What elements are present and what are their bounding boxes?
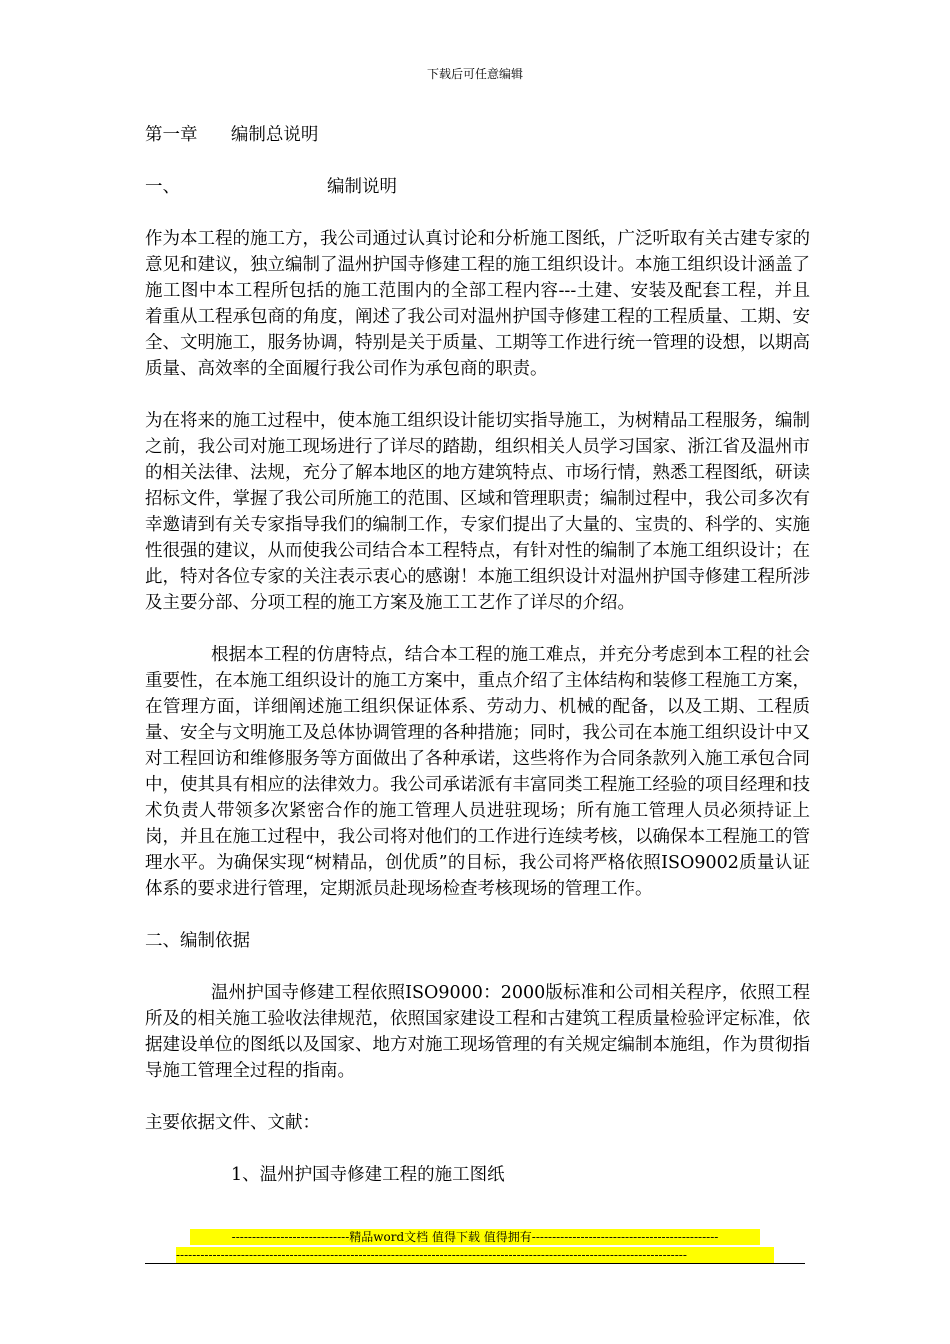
- section-heading-1: [145, 174, 810, 200]
- list-item: 1、温州护国寺修建工程的施工图纸: [231, 1165, 505, 1185]
- paragraph-4: 温州护国寺修建工程依照ISO9000：2000版标准和公司相关程序，依照工程所及的相关施工验收法律规范，依照国家建设工程和古建筑工程质量检验评定标准，依据建设单位的图纸以及国家、地方对施工现场管理的有关规定编制本施组，作为贯彻指导施工管理全过程的指南。: [145, 983, 810, 1081]
- section-heading-2: 二、编制依据: [145, 931, 250, 951]
- section-title-text: 编制说明: [327, 177, 397, 197]
- paragraph-3: 根据本工程的仿唐特点，结合本工程的施工难点，并充分考虑到本工程的社会重要性，在本施工组织设计的施工方案中，重点介绍了主体结构和装修工程施工方案，在管理方面，详细阐述施工组织保证体系、劳动力、机械的配备，以及工期、工程质量、安全与文明施工及总体协调管理的各种措施；同时，我公司在本施工组织设计中又对工程回访和维修服务等方面做出了各种承诺，这些将作为合同条款列入施工承包合同中，使其具有相应的法律效力。我公司承诺派有丰富同类工程施工经验的项目经理和技术负责人带领多次紧密合作的施工管理人员进驻现场；所有施工管理人员必须持证上岗，并且在施工过程中，我公司将对他们的工作进行连续考核，以确保本工程施工的管理水平。为确保实现“树精品，创优质”的目标，我公司将严格依照ISO9002质量认证体系的要求进行管理，定期派员赴现场检查考核现场的管理工作。: [145, 645, 810, 899]
- footer-banner-line: -----------------------------精品word文档 值得下载 值得拥有----------------------------------------------: [190, 1229, 760, 1245]
- document-body: [145, 122, 810, 1188]
- footer-dash-line: ------------------------------------------------------------------------------------------------------------------------------: [176, 1247, 774, 1263]
- footer-divider: [145, 1263, 805, 1264]
- docs-heading: 主要依据文件、文献：: [145, 1113, 320, 1133]
- paragraph-1: 作为本工程的施工方，我公司通过认真讨论和分析施工图纸，广泛听取有关古建专家的意见和建议，独立编制了温州护国寺修建工程的施工组织设计。本施工组织设计涵盖了施工图中本工程所包括的施工范围内的全部工程内容---土建、安装及配套工程，并且着重从工程承包商的角度，阐述了我公司对温州护国寺修建工程的工程质量、工期、安全、文明施工，服务协调，特别是关于质量、工期等工作进行统一管理的设想，以期高质量、高效率的全面履行我公司作为承包商的职责。: [145, 229, 810, 379]
- section-number: 一、: [145, 177, 180, 197]
- chapter-title: 第一章 编制总说明: [145, 125, 319, 145]
- page-header-note: 下载后可任意编辑: [426, 67, 523, 81]
- paragraph-2: 为在将来的施工过程中，使本施工组织设计能切实指导施工，为树精品工程服务，编制之前，我公司对施工现场进行了详尽的踏勘，组织相关人员学习国家、浙江省及温州市的相关法律、法规，充分了解本地区的地方建筑特点、市场行情，熟悉工程图纸，研读招标文件，掌握了我公司所施工的范围、区域和管理职责；编制过程中，我公司多次有幸邀请到有关专家指导我们的编制工作，专家们提出了大量的、宝贵的、科学的、实施性很强的建议，从而使我公司结合本工程特点，有针对性的编制了本施工组织设计；在此，特对各位专家的关注表示衷心的感谢！本施工组织设计对温州护国寺修建工程所涉及主要分部、分项工程的施工方案及施工工艺作了详尽的介绍。: [145, 411, 810, 613]
